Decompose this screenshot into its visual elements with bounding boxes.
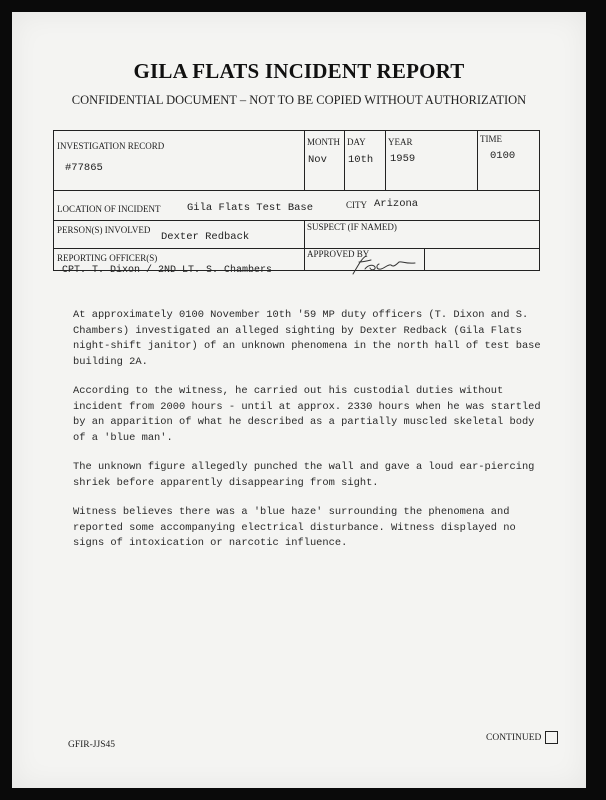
location-label: LOCATION OF INCIDENT bbox=[57, 204, 161, 214]
form-rule bbox=[477, 131, 478, 190]
suspect-label: SUSPECT (IF NAMED) bbox=[307, 222, 397, 232]
incident-narrative bbox=[73, 308, 553, 566]
incident-form bbox=[53, 130, 540, 276]
reporting-officers-value: CPT. T. Dixon / 2ND LT. S. Chambers bbox=[62, 265, 273, 276]
form-rule bbox=[344, 131, 345, 190]
city-label: CITY bbox=[346, 200, 367, 210]
month-label: MONTH bbox=[307, 137, 340, 147]
year-value: 1959 bbox=[390, 153, 416, 165]
continued-checkbox[interactable] bbox=[545, 731, 558, 744]
approval-signature bbox=[349, 253, 419, 277]
form-code: GFIR-JJS45 bbox=[68, 740, 115, 750]
investigation-record-label: INVESTIGATION RECORD bbox=[57, 141, 165, 151]
form-rule bbox=[54, 190, 539, 191]
report-title: GILA FLATS INCIDENT REPORT bbox=[133, 59, 465, 83]
location-value: Gila Flats Test Base bbox=[187, 202, 314, 214]
approved-by-label: APPROVED BY bbox=[307, 249, 370, 259]
report-page bbox=[12, 12, 586, 788]
continued-section bbox=[486, 731, 558, 744]
investigation-record-value: #77865 bbox=[65, 162, 103, 174]
time-label: TIME bbox=[480, 134, 502, 144]
month-value: Nov bbox=[308, 154, 327, 166]
narrative-paragraph: According to the witness, he carried out his custodial duties without incident from 2000 hours - until at approx. 2330 hours when he was startled by an apparition of what he described as a partially muscled skeletal body of a 'blue man'. bbox=[73, 385, 541, 444]
day-value: 10th bbox=[348, 154, 374, 166]
form-rule bbox=[304, 131, 305, 190]
form-rule bbox=[304, 220, 305, 271]
time-value: 0100 bbox=[490, 150, 516, 162]
persons-involved-value: Dexter Redback bbox=[161, 231, 250, 243]
year-label: YEAR bbox=[388, 137, 413, 147]
form-rule bbox=[424, 248, 425, 271]
city-value: Arizona bbox=[374, 198, 419, 210]
persons-involved-label: PERSON(S) INVOLVED bbox=[57, 225, 151, 235]
narrative-paragraph: Witness believes there was a 'blue haze' surrounding the phenomena and reported some accompanying electrical disturbance. Witness displayed no signs of intoxication or narcotic influence. bbox=[73, 506, 516, 549]
narrative-paragraph: The unknown figure allegedly punched the wall and gave a loud ear-piercing shriek before apparently disappearing from sight. bbox=[73, 461, 535, 489]
confidential-notice: CONFIDENTIAL DOCUMENT – NOT TO BE COPIED WITHOUT AUTHORIZATION bbox=[71, 93, 527, 107]
day-label: DAY bbox=[347, 137, 366, 147]
narrative-paragraph: At approximately 0100 November 10th '59 MP duty officers (T. Dixon and S. Chambers) investigated an alleged sighting by Dexter Redback (Gila Flats night-shift janitor) of an unknown phenomena in the north hall of test base building 2A. bbox=[73, 309, 541, 368]
form-rule bbox=[385, 131, 386, 190]
continued-label: CONTINUED bbox=[486, 732, 542, 743]
reporting-officers-label: REPORTING OFFICER(S) bbox=[57, 253, 158, 263]
form-rule bbox=[54, 248, 539, 249]
form-rule bbox=[54, 220, 539, 221]
